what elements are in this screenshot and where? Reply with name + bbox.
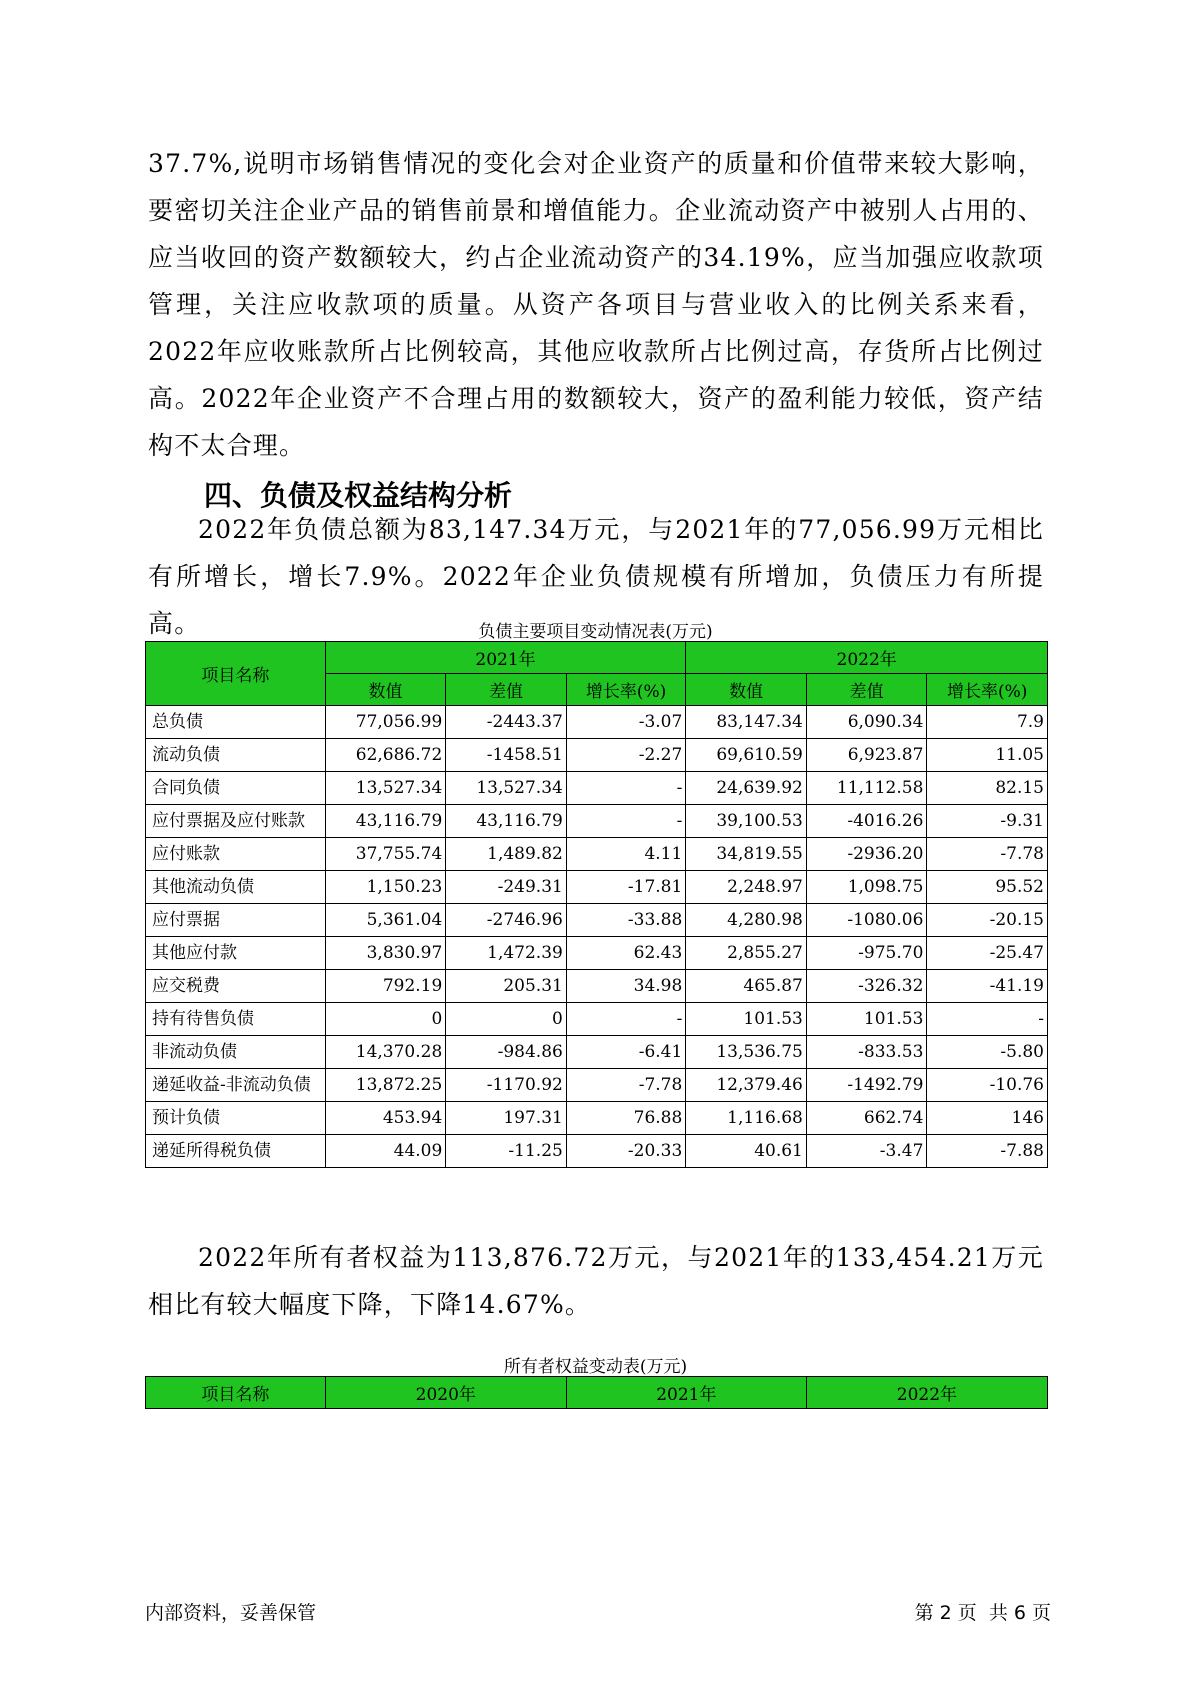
paragraph-liability-summary: 2022年负债总额为83,147.34万元，与2021年的77,056.99万元相比有所增长，增长7.9%。2022年企业负债规模有所增加，负债压力有所提高。 [148,515,1044,638]
cell-value-2021: 13,527.34 [325,772,446,805]
cell-diff-2022: -4016.26 [806,805,927,838]
row-item-name: 应付票据及应付账款 [146,805,326,838]
cell-value-2021: 62,686.72 [325,739,446,772]
cell-value-2021: 44.09 [325,1135,446,1168]
cell-value-2022: 2,855.27 [686,937,807,970]
row-item-name: 总负债 [146,706,326,739]
cell-rate-2021: -33.88 [566,904,685,937]
cell-diff-2021: 1,489.82 [446,838,567,871]
header-value-2022: 数值 [686,674,807,706]
cell-diff-2022: -326.32 [806,970,927,1003]
header-rate-2021: 增长率(%) [566,674,685,706]
equity-header-year-2021: 2021年 [566,1377,806,1409]
cell-rate-2022: -5.80 [927,1036,1048,1069]
table-row [146,1003,1048,1036]
cell-value-2022: 39,100.53 [686,805,807,838]
cell-rate-2021: 4.11 [566,838,685,871]
header-item-name: 项目名称 [146,642,326,706]
cell-value-2022: 1,116.68 [686,1102,807,1135]
table-row [146,1135,1048,1168]
cell-value-2021: 453.94 [325,1102,446,1135]
equity-header-item-name: 项目名称 [146,1377,326,1409]
cell-value-2021: 1,150.23 [325,871,446,904]
cell-rate-2021: -17.81 [566,871,685,904]
cell-diff-2021: 205.31 [446,970,567,1003]
header-value-2021: 数值 [325,674,446,706]
cell-diff-2022: -833.53 [806,1036,927,1069]
cell-diff-2021: 197.31 [446,1102,567,1135]
cell-value-2021: 77,056.99 [325,706,446,739]
cell-rate-2021: - [566,805,685,838]
liability-table [145,641,1048,1168]
cell-diff-2022: -2936.20 [806,838,927,871]
equity-table [145,1376,1048,1409]
cell-diff-2022: 6,923.87 [806,739,927,772]
cell-rate-2022: 7.9 [927,706,1048,739]
table-row [146,1036,1048,1069]
table-row [146,805,1048,838]
cell-rate-2021: -6.41 [566,1036,685,1069]
cell-diff-2021: -2746.96 [446,904,567,937]
cell-rate-2021: 76.88 [566,1102,685,1135]
cell-diff-2022: 6,090.34 [806,706,927,739]
cell-rate-2022: -10.76 [927,1069,1048,1102]
cell-value-2021: 3,830.97 [325,937,446,970]
table1-caption: 负债主要项目变动情况表(万元) [478,622,713,642]
paragraph-equity-summary: 2022年所有者权益为113,876.72万元，与2021年的133,454.21万元相比有较大幅度下降，下降14.67%。 [148,1243,1044,1319]
cell-diff-2022: 11,112.58 [806,772,927,805]
row-item-name: 应付账款 [146,838,326,871]
table-row [146,1102,1048,1135]
cell-diff-2022: -3.47 [806,1135,927,1168]
row-item-name: 持有待售负债 [146,1003,326,1036]
cell-rate-2021: -2.27 [566,739,685,772]
cell-value-2022: 40.61 [686,1135,807,1168]
row-item-name: 递延收益-非流动负债 [146,1069,326,1102]
cell-diff-2022: 1,098.75 [806,871,927,904]
cell-value-2022: 2,248.97 [686,871,807,904]
table-row [146,937,1048,970]
cell-rate-2022: -41.19 [927,970,1048,1003]
cell-value-2022: 101.53 [686,1003,807,1036]
table-row [146,1069,1048,1102]
row-item-name: 非流动负债 [146,1036,326,1069]
table-row [146,739,1048,772]
cell-diff-2021: -11.25 [446,1135,567,1168]
header-year-2022: 2022年 [686,642,1048,674]
cell-rate-2021: -3.07 [566,706,685,739]
cell-diff-2021: 43,116.79 [446,805,567,838]
table2-caption: 所有者权益变动表(万元) [503,1357,688,1377]
cell-rate-2022: -7.88 [927,1135,1048,1168]
cell-rate-2022: 95.52 [927,871,1048,904]
cell-diff-2021: 13,527.34 [446,772,567,805]
row-item-name: 其他流动负债 [146,871,326,904]
section-heading: 四、负债及权益结构分析 [204,479,513,512]
cell-value-2022: 83,147.34 [686,706,807,739]
cell-rate-2022: -7.78 [927,838,1048,871]
header-year-2021: 2021年 [325,642,686,674]
cell-rate-2022: -9.31 [927,805,1048,838]
header-diff-2021: 差值 [446,674,567,706]
cell-rate-2021: - [566,772,685,805]
cell-diff-2021: -2443.37 [446,706,567,739]
cell-diff-2022: 101.53 [806,1003,927,1036]
cell-rate-2022: 146 [927,1102,1048,1135]
row-item-name: 递延所得税负债 [146,1135,326,1168]
header-rate-2022: 增长率(%) [927,674,1048,706]
footer-page-number: 第 2 页 共 6 页 [914,1602,1051,1624]
cell-diff-2022: -975.70 [806,937,927,970]
table-row [146,970,1048,1003]
cell-value-2022: 4,280.98 [686,904,807,937]
equity-header-year-2022: 2022年 [806,1377,1047,1409]
row-item-name: 流动负债 [146,739,326,772]
cell-value-2022: 13,536.75 [686,1036,807,1069]
cell-rate-2021: -20.33 [566,1135,685,1168]
cell-diff-2022: 662.74 [806,1102,927,1135]
cell-diff-2021: -249.31 [446,871,567,904]
cell-rate-2022: -20.15 [927,904,1048,937]
cell-diff-2022: -1080.06 [806,904,927,937]
cell-rate-2021: 62.43 [566,937,685,970]
cell-value-2021: 43,116.79 [325,805,446,838]
cell-value-2022: 12,379.46 [686,1069,807,1102]
footer-confidential-note: 内部资料，妥善保管 [145,1602,317,1624]
header-diff-2022: 差值 [806,674,927,706]
cell-value-2022: 24,639.92 [686,772,807,805]
table-row [146,772,1048,805]
cell-value-2021: 13,872.25 [325,1069,446,1102]
cell-diff-2021: 1,472.39 [446,937,567,970]
cell-rate-2022: 82.15 [927,772,1048,805]
cell-rate-2021: 34.98 [566,970,685,1003]
table-row [146,838,1048,871]
equity-header-year-2020: 2020年 [325,1377,566,1409]
row-item-name: 其他应付款 [146,937,326,970]
cell-diff-2021: -1458.51 [446,739,567,772]
table-row [146,904,1048,937]
cell-diff-2021: -984.86 [446,1036,567,1069]
cell-diff-2021: 0 [446,1003,567,1036]
row-item-name: 应交税费 [146,970,326,1003]
cell-rate-2021: -7.78 [566,1069,685,1102]
cell-value-2022: 69,610.59 [686,739,807,772]
row-item-name: 应付票据 [146,904,326,937]
cell-diff-2022: -1492.79 [806,1069,927,1102]
cell-value-2021: 14,370.28 [325,1036,446,1069]
cell-value-2022: 465.87 [686,970,807,1003]
cell-rate-2022: 11.05 [927,739,1048,772]
paragraph-asset-analysis: 37.7%,说明市场销售情况的变化会对企业资产的质量和价值带来较大影响，要密切关注企业产品的销售前景和增值能力。企业流动资产中被别人占用的、应当收回的资产数额较大，约占企业流动资产的34.19%，应当加强应收款项管理，关注应收款项的质量。从资产各项目与营业收入的比例关系来看，2022年应收账款所占比例较高，其他应收款所占比例过高，存货所占比例过高。2022年企业资产不合理占用的数额较大，资产的盈利能力较低，资产结构不太合理。 [148,149,1044,460]
cell-value-2021: 37,755.74 [325,838,446,871]
cell-value-2022: 34,819.55 [686,838,807,871]
cell-rate-2022: - [927,1003,1048,1036]
cell-value-2021: 5,361.04 [325,904,446,937]
table-row [146,706,1048,739]
cell-value-2021: 0 [325,1003,446,1036]
cell-diff-2021: -1170.92 [446,1069,567,1102]
cell-value-2021: 792.19 [325,970,446,1003]
cell-rate-2021: - [566,1003,685,1036]
row-item-name: 合同负债 [146,772,326,805]
cell-rate-2022: -25.47 [927,937,1048,970]
table-row [146,871,1048,904]
row-item-name: 预计负债 [146,1102,326,1135]
